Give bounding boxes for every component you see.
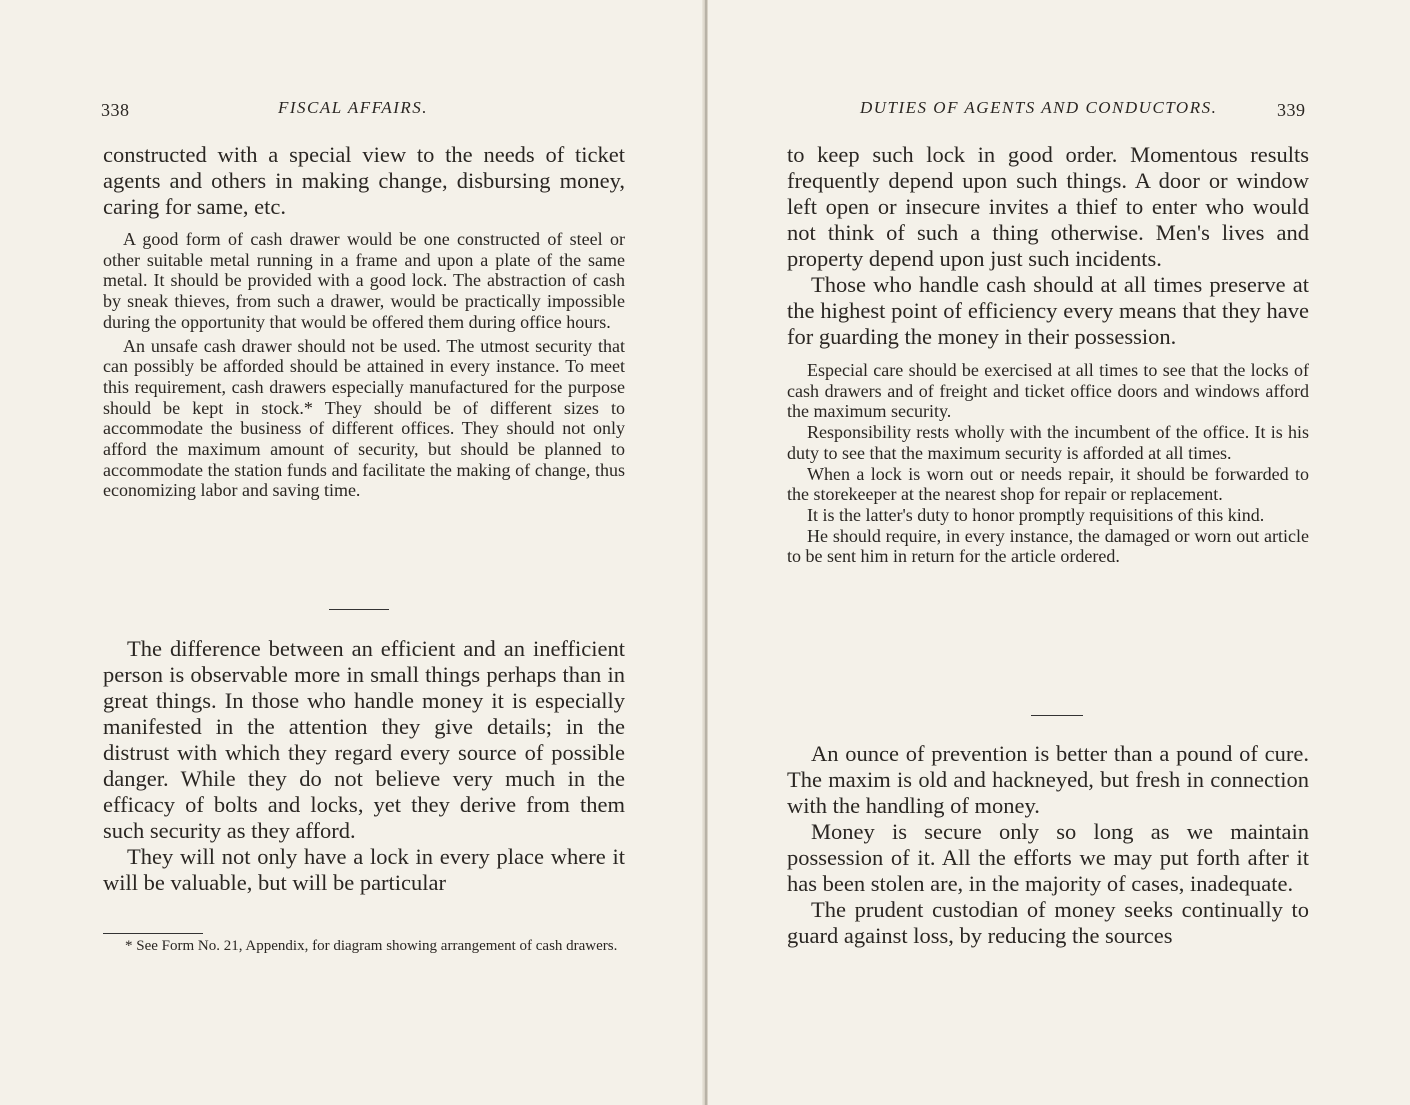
paragraph: to keep such lock in good order. Momentous results frequently depend upon such things. A door or window left open or insecure invites a thief to enter who would not think of such a thing otherwise. Men's lives and property depend upon just such incidents. xyxy=(787,142,1309,271)
right-page-header xyxy=(708,98,1410,122)
paragraph: An ounce of prevention is better than a pound of cure. The maxim is old and hackneyed, but fresh in connection with the handling of money. xyxy=(787,741,1309,818)
small-paragraph: An unsafe cash drawer should not be used. The utmost security that can possibly be afforded should be attained in every instance. To meet this requirement, cash drawers especially manufactured for the purpose should be kept in stock.* They should be of different sizes to accommodate the business of different offices. They should not only afford the maximum amount of security, but should be planned to accommodate the station funds and facilitate the making of change, thus economizing labor and saving time. xyxy=(103,335,625,501)
right-page xyxy=(708,0,1410,1105)
paragraph: constructed with a special view to the needs of ticket agents and others in making change, disbursing money, caring for same, etc. xyxy=(103,142,625,219)
left-page-header xyxy=(0,98,704,122)
small-paragraph: When a lock is worn out or needs repair, it should be forwarded to the storekeeper at the nearest shop for repair or replacement. xyxy=(787,463,1309,505)
section-divider xyxy=(1031,715,1083,716)
left-column xyxy=(103,142,625,501)
footnote-rule xyxy=(103,933,203,934)
paragraph: Those who handle cash should at all times preserve at the highest point of efficiency every means that they have for guarding the money in their possession. xyxy=(787,272,1309,349)
page-number: 338 xyxy=(101,100,130,120)
running-head: DUTIES OF AGENTS AND CONDUCTORS. xyxy=(860,98,1218,117)
footnote: * See Form No. 21, Appendix, for diagram showing arrangement of cash drawers. xyxy=(125,938,618,954)
running-head: FISCAL AFFAIRS. xyxy=(278,98,428,117)
paragraph: The difference between an efficient and an inefficient person is observable more in small things perhaps than in great things. In those who handle money it is especially manifested in the attention they give details; in the distrust with which they regard every source of possible danger. While they do not believe very much in the efficacy of bolts and locks, yet they derive from them such security as they afford. xyxy=(103,636,625,843)
left-column-lower xyxy=(103,636,625,896)
page-number: 339 xyxy=(1277,100,1306,120)
small-paragraph: Especial care should be exercised at all times to see that the locks of cash drawers and of freight and ticket office doors and windows afford the maximum security. xyxy=(787,360,1309,422)
small-paragraph: He should require, in every instance, the damaged or worn out article to be sent him in return for the article ordered. xyxy=(787,525,1309,567)
paragraph: The prudent custodian of money seeks continually to guard against loss, by reducing the sources xyxy=(787,897,1309,948)
section-divider xyxy=(329,609,389,610)
small-paragraph: It is the latter's duty to honor promptly requisitions of this kind. xyxy=(807,504,1265,525)
small-paragraph: Responsibility rests wholly with the incumbent of the office. It is his duty to see that the maximum security is afforded at all times. xyxy=(787,422,1309,463)
paragraph: Money is secure only so long as we maintain possession of it. All the efforts we may put forth after it has been stolen are, in the majority of cases, inadequate. xyxy=(787,819,1309,896)
left-page xyxy=(0,0,704,1105)
paragraph: They will not only have a lock in every place where it will be valuable, but will be particular xyxy=(103,844,625,895)
small-paragraph: A good form of cash drawer would be one constructed of steel or other suitable metal running in a frame and upon a plate of the same metal. It should be provided with a good lock. The abstraction of cash by sneak thieves, from such a drawer, would be practically impossible during the opportunity that would be offered them during office hours. xyxy=(103,229,625,332)
right-column xyxy=(787,142,1309,567)
right-column-lower xyxy=(787,741,1309,949)
